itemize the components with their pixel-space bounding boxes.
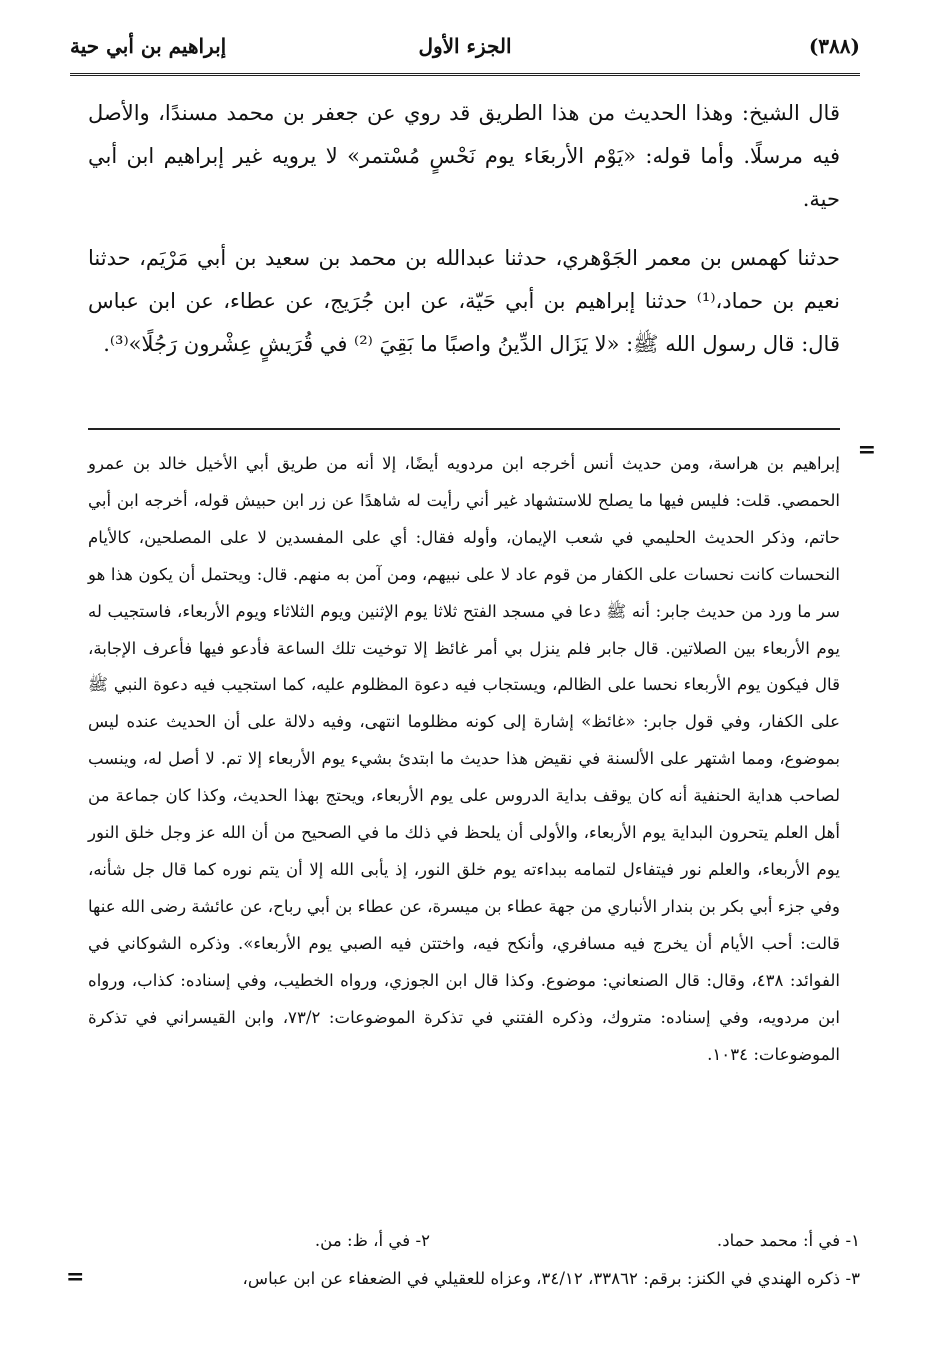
footnote-row xyxy=(70,1222,860,1260)
page-header xyxy=(70,30,860,70)
header-rule xyxy=(70,73,860,76)
footnote-2: ٢- في أ، ظ: من. xyxy=(314,1231,430,1250)
footnote-separator xyxy=(88,428,840,430)
main-text xyxy=(88,92,840,366)
page-number: (٣٨٨) xyxy=(808,34,860,58)
commentary-text: إبراهيم بن هراسة، ومن حديث أنس أخرجه ابن مردويه أيضًا، إلا أنه من طريق أبي الأخيل خالد بن عمرو الحمصي. قلت: فليس فيها ما يصلح للاستشهاد غير أني رأيت له شاهدًا عن زر ابن حبيش قوله، أخرجه ابن أبي حاتم، وذكر الحديث الحليمي في شعب الإيمان، وأوله فقال: أي على المفسدين لا على المصلحين، كالأيام النحسات كانت نحسات على الكفار من قوم عاد لا على نبيهم، ومن آمن به منهم. قال: ويحتمل أن يكون هذا هو سر ما ورد من حديث جابر: أنه ﷺ دعا في مسجد الفتح ثلاثا يوم الإثنين ويوم الثلاثاء ويوم الأربعاء، فاستجيب له يوم الأربعاء بين الصلاتين. قال جابر فلم ينزل بي أمر غائظ إلا توخيت تلك الساعة فأدعو فيها فأعرف الإجابة، قال فيكون يوم الأربعاء نحسا على الظالم، ويستجاب فيه دعوة المظلوم عليه، كما استجيب فيه دعوة النبي ﷺ على الكفار، وفي قول جابر: «غائظ» إشارة إلى كونه مظلوما انتهى، وفيه دلالة على أن الحديث عنده ليس بموضوع، ومما اشتهر على الألسنة في نقيض هذا حديث ما ابتدئ بشيء يوم الأربعاء إلا تم. لا أصل له، وينسب لصاحب هداية الحنفية أنه كان يوقف بداية الدروس على يوم الأربعاء، ويحتج بهذا الحديث، وكذا كان جماعة من أهل العلم يتحرون البداية يوم الأربعاء، والأولى أن يلحظ في ذلك ما في الصحيح من أن الله عز وجل خلق النور يوم الأربعاء، والعلم نور فيتفاءل لتمامه ببداءته يوم خلق النور، إذ يأبى الله إلا أن يتم نوره كما قال جل شأنه، وفي جزء أبي بكر بن بندار الأنباري من جهة عطاء بن ميسرة، عن عطاء بن أبي رباح، عن عائشة رضى الله عنها قالت: أحب الأيام أن يخرج فيه مسافري، وأنكح فيه، واختتن فيه الصبي يوم الأربعاء». وذكره الشوكاني في الفوائد: ٤٣٨، وقال: قال الصنعاني: موضوع. وكذا قال ابن الجوزي، ورواه الخطيب، وفي إسناده: كذاب، ورواه ابن مردويه، وفي إسناده: متروك، وذكره الفتني في تذكرة الموضوعات: ٧٣/٢، وابن القيسراني في تذكرة الموضوعات: ١٠٣٤. xyxy=(88,454,841,1064)
main-paragraph-1: قال الشيخ: وهذا الحديث من هذا الطريق قد روي عن جعفر بن محمد مسندًا، والأصل فيه مرسلًا. وأما قوله: «يَوْم الأربعَاء يوم نَحْسٍ مُسْتمر» لا يرويه غير إبراهيم ابن أبي حية. xyxy=(88,101,840,211)
chapter-title: إبراهيم بن أبي حية xyxy=(70,34,227,58)
main-paragraph-2: حدثنا كهمس بن معمر الجَوْهري، حدثنا عبدالله بن محمد بن سعيد بن أبي مَرْيَم، حدثنا نعيم بن حماد،⁽¹⁾ حدثنا إبراهيم بن أبي حَيّة، عن ابن جُرَيج، عن عطاء، عن ابن عباس قال: قال رسول الله ﷺ: «لا يَزَال الدِّينُ واصبًا ما بَقِيَ ⁽²⁾ في قُرَيشٍ عِشْرون رَجُلًا»⁽³⁾. xyxy=(88,246,841,356)
continuation-mark-bottom: = xyxy=(66,1264,85,1290)
footnote-1: ١- في أ: محمد حماد. xyxy=(716,1231,860,1250)
footnote-3: ٣- ذكره الهندي في الكنز: برقم: ٣٣٨٦٢، ٣٤/١٢، وعزاه للعقيلي في الضعفاء عن ابن عباس، xyxy=(242,1269,860,1288)
continuation-mark-top: = xyxy=(857,437,876,463)
footnotes xyxy=(70,1222,860,1298)
volume-title: الجزء الأول xyxy=(418,34,512,58)
